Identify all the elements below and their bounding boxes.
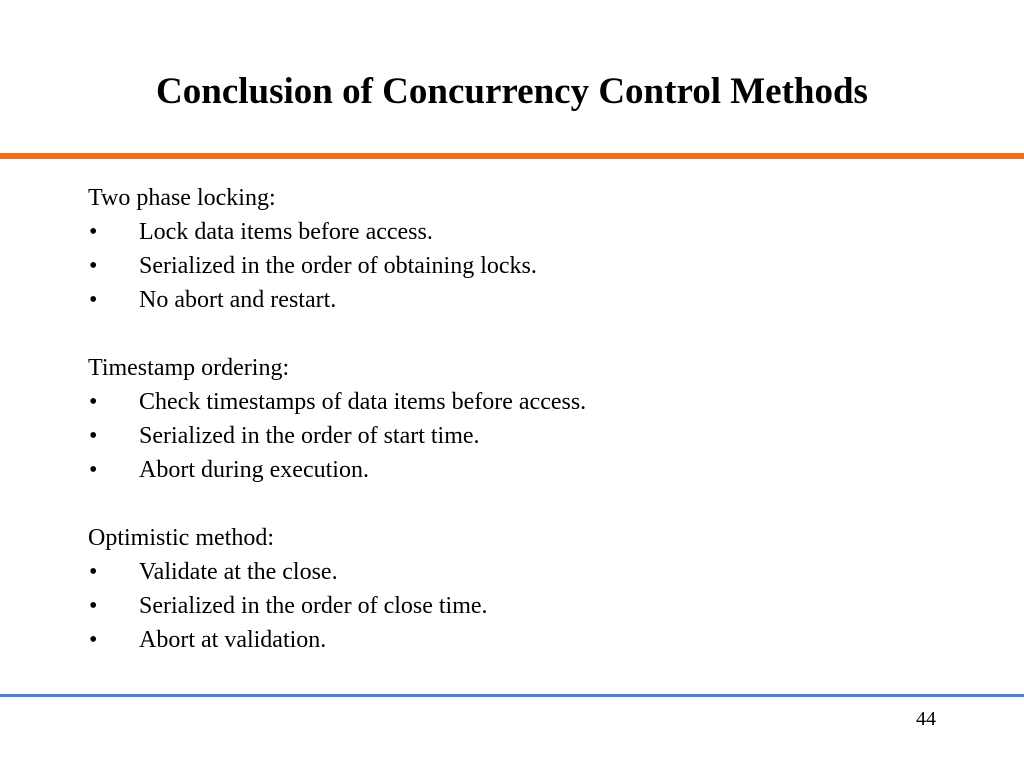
bullet-icon: •	[89, 423, 98, 449]
bullet-icon: •	[89, 457, 98, 483]
bullet-item	[88, 623, 968, 657]
bullet-text: Check timestamps of data items before access.	[139, 389, 587, 415]
bullet-icon: •	[89, 559, 98, 585]
bullet-item	[88, 555, 968, 589]
section-timestamp-ordering	[88, 351, 968, 487]
bullet-item	[88, 249, 968, 283]
bullet-icon: •	[89, 389, 98, 415]
section-heading: Timestamp ordering:	[88, 355, 290, 381]
section-heading: Two phase locking:	[88, 185, 276, 211]
section-two-phase-locking	[88, 181, 968, 317]
bullet-item	[88, 283, 968, 317]
page-number: 44	[916, 708, 936, 730]
slide-title: Conclusion of Concurrency Control Methods	[156, 71, 868, 112]
bullet-text: No abort and restart.	[139, 287, 337, 313]
top-divider	[0, 153, 1024, 159]
bottom-divider	[0, 694, 1024, 697]
bullet-text: Serialized in the order of start time.	[139, 423, 480, 449]
bullet-icon: •	[89, 627, 98, 653]
bullet-list	[88, 215, 968, 317]
bullet-icon: •	[89, 287, 98, 313]
bullet-item	[88, 385, 968, 419]
section-optimistic-method	[88, 521, 968, 657]
bullet-icon: •	[89, 253, 98, 279]
bullet-text: Serialized in the order of close time.	[139, 593, 488, 619]
bullet-item	[88, 589, 968, 623]
bullet-item	[88, 419, 968, 453]
slide-content	[88, 181, 968, 691]
bullet-list	[88, 385, 968, 487]
bullet-text: Lock data items before access.	[139, 219, 433, 245]
bullet-item	[88, 453, 968, 487]
bullet-text: Abort during execution.	[139, 457, 369, 483]
bullet-text: Validate at the close.	[139, 559, 338, 585]
bullet-icon: •	[89, 593, 98, 619]
bullet-text: Serialized in the order of obtaining locks.	[139, 253, 537, 279]
bullet-icon: •	[89, 219, 98, 245]
section-heading: Optimistic method:	[88, 525, 274, 551]
bullet-list	[88, 555, 968, 657]
bullet-item	[88, 215, 968, 249]
bullet-text: Abort at validation.	[139, 627, 327, 653]
